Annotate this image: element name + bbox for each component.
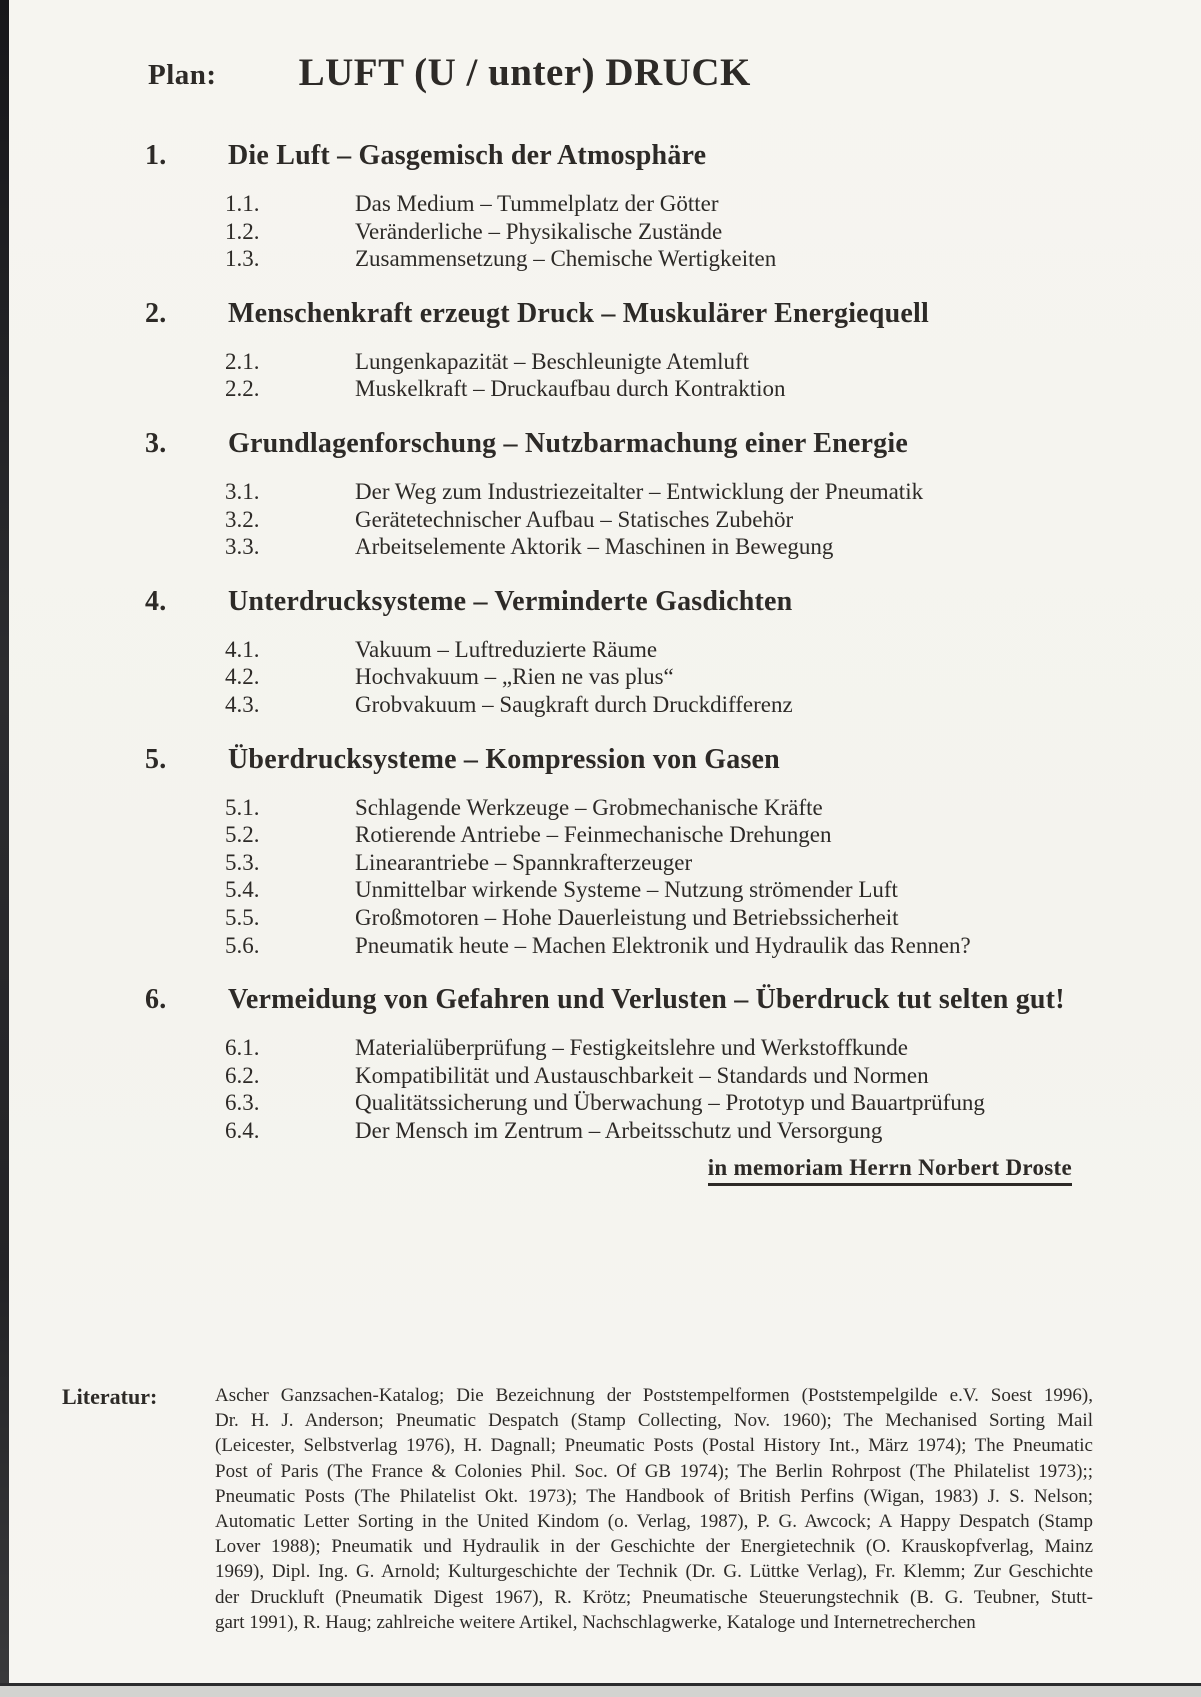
section <box>145 585 1125 719</box>
section-items <box>225 636 1125 719</box>
section <box>145 297 1125 403</box>
item-text: Rotierende Antriebe – Feinmechanische Drehungen <box>355 822 832 848</box>
outline-item <box>225 821 1125 849</box>
outline-item <box>225 932 1125 960</box>
section-heading <box>145 743 1125 777</box>
item-text: Grobvakuum – Saugkraft durch Druckdifferenz <box>355 691 793 717</box>
scan-edge-bottom <box>0 1683 1201 1697</box>
item-number: 3.3. <box>225 534 260 560</box>
outline-item <box>225 876 1125 904</box>
item-number: 1.3. <box>225 246 260 272</box>
section-title: Vermeidung von Gefahren und Verlusten – Überdruck tut selten gut! <box>228 984 1065 1016</box>
outline-item <box>225 533 1125 561</box>
outline-item <box>225 691 1125 719</box>
outline-item <box>225 904 1125 932</box>
item-text: Kompatibilität und Austauschbarkeit – Standards und Normen <box>355 1062 929 1088</box>
item-text: Schlagende Werkzeuge – Grobmechanische Kräfte <box>355 794 823 820</box>
item-number: 4.1. <box>225 636 260 662</box>
section-items <box>225 348 1125 403</box>
item-text: Qualitätssicherung und Überwachung – Prototyp und Bauartprüfung <box>355 1090 985 1116</box>
item-text: Das Medium – Tummelplatz der Götter <box>355 191 719 216</box>
item-text: Materialüberprüfung – Festigkeitslehre und Werkstoffkunde <box>355 1035 908 1061</box>
item-text: Zusammensetzung – Chemische Wertigkeiten <box>355 246 777 272</box>
section <box>145 139 1125 273</box>
item-number: 6.4. <box>225 1117 260 1143</box>
item-number: 2.2. <box>225 376 260 402</box>
item-number: 3.1. <box>225 478 260 504</box>
section-title: Unterdrucksysteme – Verminderte Gasdichten <box>228 585 793 617</box>
section-number: 5. <box>145 743 167 775</box>
literature-line: gart 1991), R. Haug; zahlreiche weitere Artikel, Nachschlagwerke, Kataloge und Internetrecherchen <box>215 1611 976 1633</box>
outline-item <box>225 1089 1125 1117</box>
outline-item <box>225 1062 1125 1090</box>
outline-item <box>225 348 1125 376</box>
item-text: Vakuum – Luftreduzierte Räume <box>355 636 658 662</box>
outline-item <box>225 1117 1125 1145</box>
literature-line: Pneumatic Posts (The Philatelist Okt. 1973); The Handbook of British Perfins (Wigan, 1983) J. S. Nelson; <box>215 1485 1093 1507</box>
outline-item <box>225 245 1125 273</box>
outline-item <box>225 636 1125 664</box>
literature-label: Literatur: <box>62 1384 158 1409</box>
outline <box>145 139 1125 1168</box>
literature-line: (Leicester, Selbstverlag 1976), H. Dagnall; Pneumatic Posts (Postal History Int., März 1974); The Pneumatic <box>215 1435 1093 1457</box>
literature-paragraph <box>215 1383 1093 1635</box>
item-text: Der Weg zum Industriezeitalter – Entwicklung der Pneumatik <box>355 478 924 504</box>
item-number: 6.3. <box>225 1090 260 1116</box>
item-number: 1.1. <box>225 191 260 216</box>
outline-item <box>225 218 1125 246</box>
literature-line: Automatic Letter Sorting in the United Kindom (o. Verlag, 1987), P. G. Awcock; A Happy Despatch (Stamp <box>215 1511 1093 1533</box>
section-heading <box>145 427 1125 461</box>
section <box>145 427 1125 561</box>
item-text: Veränderliche – Physikalische Zustände <box>355 218 723 244</box>
section-number: 3. <box>145 427 167 459</box>
outline-item <box>225 190 1125 218</box>
item-text: Pneumatik heute – Machen Elektronik und Hydraulik das Rennen? <box>355 932 971 958</box>
item-number: 5.4. <box>225 877 260 903</box>
literature-line: der Druckluft (Pneumatik Digest 1967), R. Krötz; Pneumatische Steuerungstechnik (B. G. Teubner, Stutt- <box>215 1586 1093 1608</box>
section-title: Die Luft – Gasgemisch der Atmosphäre <box>228 140 707 171</box>
scan-edge-left <box>0 0 9 1697</box>
literature-line: Lover 1988); Pneumatik und Hydraulik in der Geschichte der Energietechnik (O. Krauskopfverlag, Mainz <box>215 1536 1093 1558</box>
outline-item <box>225 663 1125 691</box>
item-number: 5.5. <box>225 904 260 930</box>
plan-label: Plan: <box>148 59 217 91</box>
section-heading <box>145 297 1125 331</box>
item-number: 5.6. <box>225 932 260 958</box>
section-heading <box>145 983 1125 1017</box>
literature-line: Dr. H. J. Anderson; Pneumatic Despatch (Stamp Collecting, Nov. 1960); The Mechanised Sorting Mail <box>215 1410 1093 1432</box>
item-text: Hochvakuum – „Rien ne vas plus“ <box>355 664 674 690</box>
document-header <box>148 50 751 95</box>
section-items <box>225 478 1125 561</box>
item-text: Unmittelbar wirkende Systeme – Nutzung strömender Luft <box>355 877 898 903</box>
item-number: 6.2. <box>225 1062 260 1088</box>
item-number: 1.2. <box>225 218 260 244</box>
item-text: Großmotoren – Hohe Dauerleistung und Betriebssicherheit <box>355 904 899 930</box>
page-title: LUFT (U / unter) DRUCK <box>298 51 751 94</box>
section <box>145 983 1125 1144</box>
item-number: 5.1. <box>225 794 260 820</box>
section-heading <box>145 139 1125 173</box>
section <box>145 743 1125 960</box>
item-number: 4.2. <box>225 664 260 690</box>
literature-line: Post of Paris (The France & Colonies Phil. Soc. Of GB 1974); The Berlin Rohrpost (The Philatelist 1973);; <box>215 1460 1093 1482</box>
item-text: Gerätetechnischer Aufbau – Statisches Zubehör <box>355 506 794 532</box>
section-heading <box>145 585 1125 619</box>
section-number: 1. <box>145 140 167 171</box>
item-text: Der Mensch im Zentrum – Arbeitsschutz und Versorgung <box>355 1117 883 1143</box>
outline-item <box>225 849 1125 877</box>
section-items <box>225 190 1125 273</box>
item-text: Muskelkraft – Druckaufbau durch Kontraktion <box>355 376 786 402</box>
item-number: 6.1. <box>225 1035 260 1061</box>
outline-item <box>225 506 1125 534</box>
outline-item <box>225 375 1125 403</box>
item-text: Lungenkapazität – Beschleunigte Atemluft <box>355 348 750 374</box>
outline-item <box>225 1034 1125 1062</box>
section-title: Menschenkraft erzeugt Druck – Muskulärer Energiequell <box>228 297 929 329</box>
literature-line: Ascher Ganzsachen-Katalog; Die Bezeichnung der Poststempelformen (Poststempelgilde e.V. Soest 1996), <box>215 1385 1093 1406</box>
section-number: 2. <box>145 297 167 329</box>
outline-item <box>225 794 1125 822</box>
section-title: Grundlagenforschung – Nutzbarmachung einer Energie <box>228 427 908 459</box>
section-items <box>225 794 1125 960</box>
item-number: 3.2. <box>225 506 260 532</box>
item-text: Arbeitselemente Aktorik – Maschinen in Bewegung <box>355 534 834 560</box>
section-number: 6. <box>145 984 167 1016</box>
item-number: 5.3. <box>225 849 260 875</box>
item-number: 5.2. <box>225 822 260 848</box>
item-text: Linearantriebe – Spannkrafterzeuger <box>355 849 693 875</box>
section-title: Überdrucksysteme – Kompression von Gasen <box>228 743 780 775</box>
section-number: 4. <box>145 585 167 617</box>
memoriam-note: in memoriam Herrn Norbert Droste <box>708 1155 1072 1186</box>
item-number: 2.1. <box>225 348 260 374</box>
literature-line: 1969), Dipl. Ing. G. Arnold; Kulturgeschichte der Technik (Dr. G. Lüttke Verlag), Fr. Klemm; Zur Geschichte <box>215 1561 1093 1583</box>
outline-item <box>225 478 1125 506</box>
section-items <box>225 1034 1125 1144</box>
item-number: 4.3. <box>225 691 260 717</box>
